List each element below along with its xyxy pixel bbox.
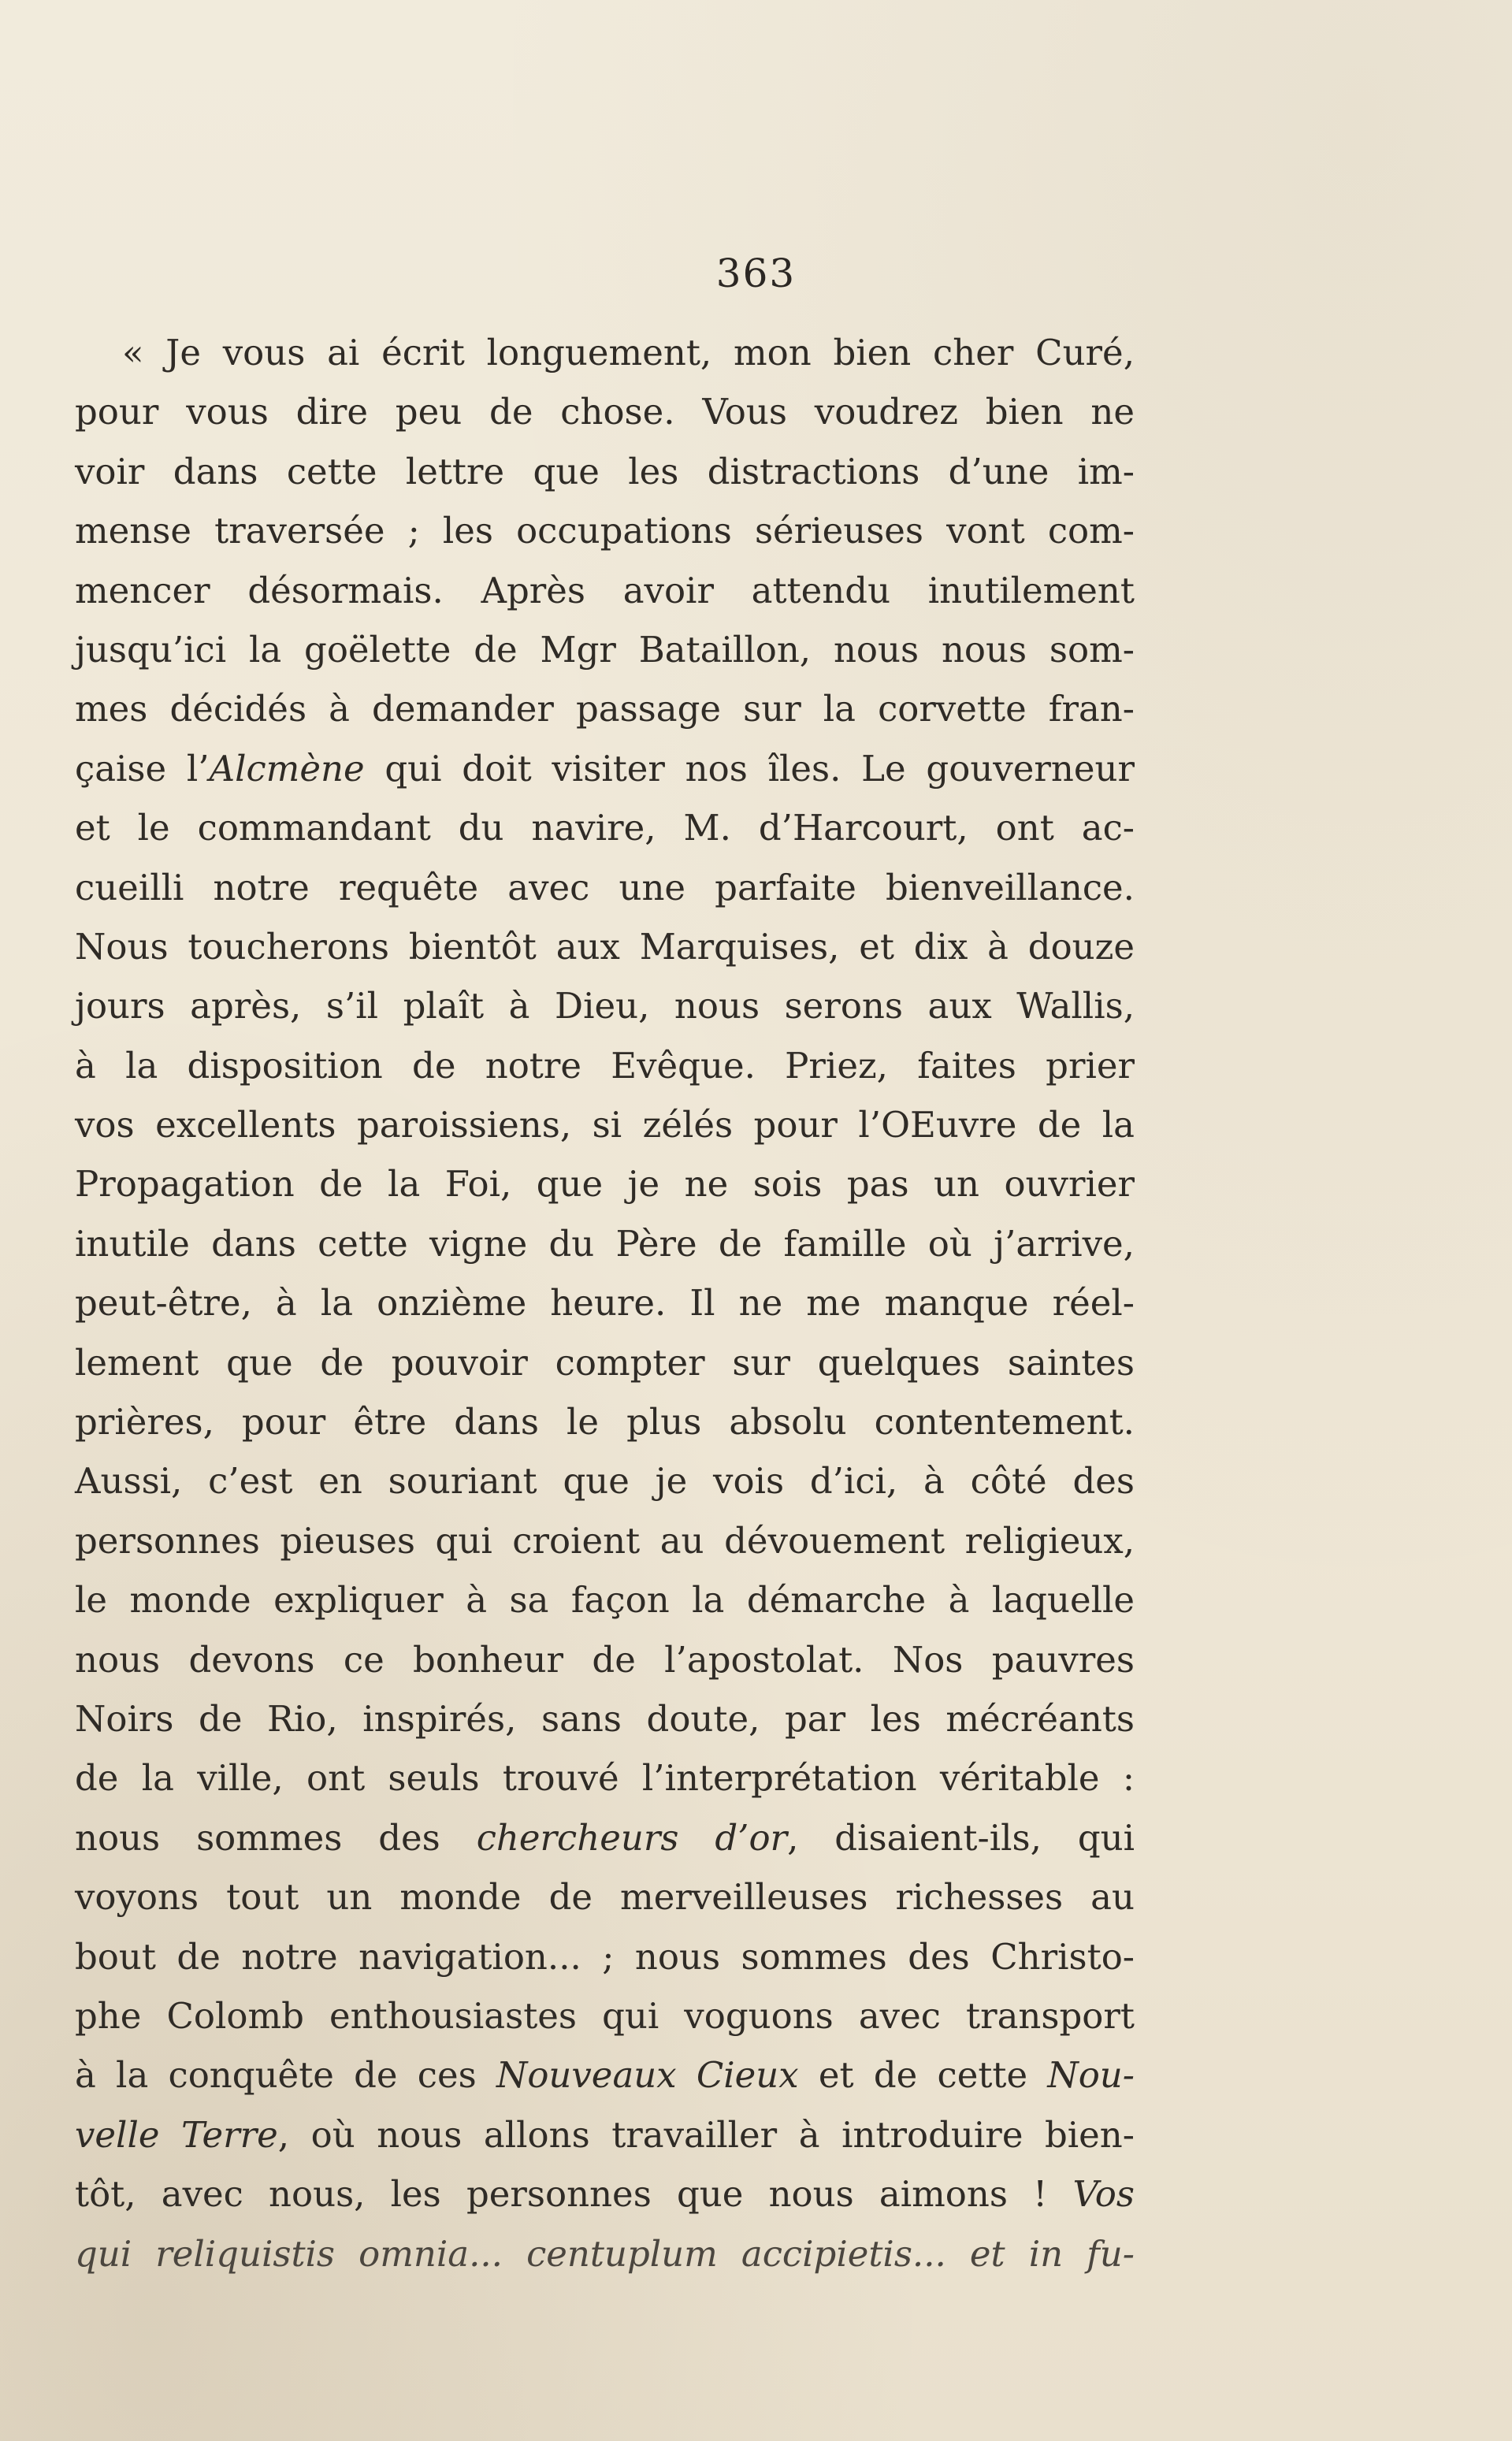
text-line — [75, 2045, 1135, 2105]
text-run: nous sommes des — [75, 1816, 477, 1859]
text-line: lement que de pouvoir compter sur quelques saintes — [75, 1341, 1135, 1384]
text-line: mes décidés à demander passage sur la corvette fran- — [75, 688, 1135, 730]
text-run: et de cette — [798, 2054, 1048, 2097]
text-line: le monde expliquer à sa façon la démarche à laquelle — [75, 1579, 1135, 1622]
text-line: mencer désormais. Après avoir attendu inutilement — [75, 569, 1135, 611]
text-line: nous devons ce bonheur de l’apostolat. Nos pauvres — [75, 1638, 1135, 1681]
text-line: mense traversée ; les occupations sérieuses vont com- — [75, 510, 1135, 552]
text-line: inutile dans cette vigne du Père de famille où j’arrive, — [75, 1222, 1135, 1265]
italic-text: Nouveaux Cieux — [496, 2054, 799, 2097]
text-line: Propagation de la Foi, que je ne sois pas un ouvrier — [75, 1163, 1135, 1206]
text-line: Aussi, c’est en souriant que je vois d’ici, à côté des — [75, 1460, 1135, 1503]
text-line: voir dans cette lettre que les distractions d’une im- — [75, 450, 1135, 492]
text-line: Nous toucherons bientôt aux Marquises, et dix à douze — [75, 925, 1135, 968]
italic-text: velle Terre — [75, 2113, 278, 2156]
text-line: et le commandant du navire, M. d’Harcourt, ont ac- — [75, 807, 1135, 849]
italic-text: Alcmène — [209, 747, 365, 790]
italic-text: chercheurs d’or — [476, 1816, 788, 1859]
text-run: tôt, avec nous, les personnes que nous aimons ! — [75, 2173, 1073, 2216]
text-line: bout de notre navigation... ; nous sommes des Christo- — [75, 1935, 1135, 1978]
text-line: jours après, s’il plaît à Dieu, nous serons aux Wallis, — [75, 985, 1135, 1027]
text-line: peut-être, à la onzième heure. Il ne me manque réel- — [75, 1282, 1135, 1325]
text-line — [75, 2164, 1135, 2224]
text-line — [75, 1808, 1135, 1867]
italic-text: qui reliquistis omnia... centuplum accipietis... et in fu- — [75, 2232, 1135, 2275]
text-line: voyons tout un monde de merveilleuses richesses au — [75, 1876, 1135, 1919]
text-line — [75, 2224, 1135, 2283]
page-number: 363 — [715, 251, 797, 296]
text-run: , disaient-ils, qui — [787, 1816, 1135, 1859]
text-line: de la ville, ont seuls trouvé l’interprétation véritable : — [75, 1757, 1135, 1800]
text-line: vos excellents paroissiens, si zélés pour l’OEuvre de la — [75, 1104, 1135, 1146]
text-run: qui doit visiter nos îles. Le gouverneur — [364, 747, 1135, 790]
text-line: à la disposition de notre Evêque. Priez, faites prier — [75, 1044, 1135, 1087]
text-line: cueilli notre requête avec une parfaite bienveillance. — [75, 866, 1135, 908]
text-run: , où nous allons travailler à introduire bien- — [277, 2113, 1135, 2156]
text-line: Noirs de Rio, inspirés, sans doute, par les mécréants — [75, 1697, 1135, 1740]
italic-text: Vos — [1072, 2173, 1135, 2216]
text-line — [75, 739, 1135, 798]
text-line: pour vous dire peu de chose. Vous voudrez bien ne — [75, 391, 1135, 433]
body-text — [75, 323, 1135, 2283]
text-line: prières, pour être dans le plus absolu contentement. — [75, 1401, 1135, 1443]
text-line: jusqu’ici la goëlette de Mgr Bataillon, nous nous som- — [75, 628, 1135, 671]
text-line — [75, 2105, 1135, 2164]
text-line: personnes pieuses qui croient au dévouement religieux, — [75, 1519, 1135, 1562]
text-line: phe Colomb enthousiastes qui voguons avec transport — [75, 1994, 1135, 2037]
text-line: « Je vous ai écrit longuement, mon bien cher Curé, — [122, 332, 1135, 373]
italic-text: Nou- — [1047, 2054, 1135, 2097]
text-run: çaise l’ — [75, 747, 210, 790]
text-run: à la conquête de ces — [75, 2054, 496, 2097]
